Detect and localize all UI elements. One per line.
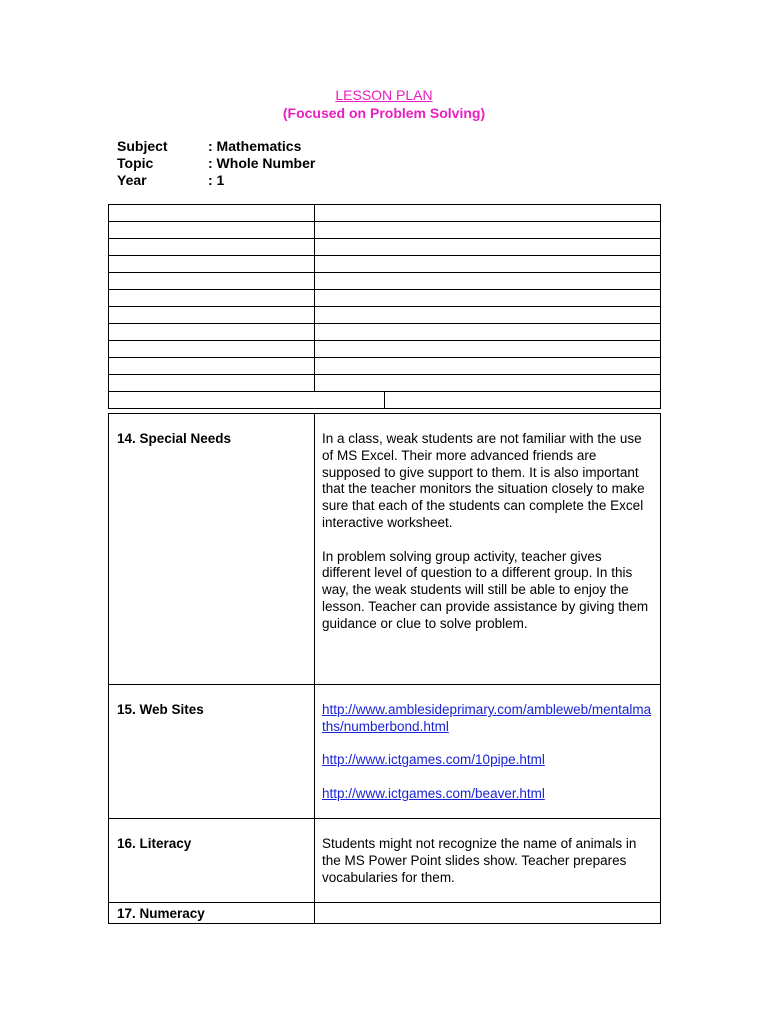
website-link[interactable]: http://www.ictgames.com/10pipe.html <box>322 752 545 768</box>
table-row <box>109 290 661 307</box>
meta-row-year <box>117 172 315 189</box>
special-needs-label: 14. Special Needs <box>109 414 315 685</box>
meta-row-subject <box>117 138 315 155</box>
literacy-content: Students might not recognize the name of animals in the MS Power Point slides show. Teacher prepares vocabularies for them. <box>315 819 661 903</box>
table-row <box>109 358 661 375</box>
table-row <box>109 205 661 222</box>
lesson-plan-subtitle: (Focused on Problem Solving) <box>282 105 486 121</box>
table-row <box>109 273 661 290</box>
literacy-row <box>109 819 661 903</box>
meta-value: : Whole Number <box>208 155 316 171</box>
table-row <box>109 307 661 324</box>
special-needs-content <box>315 414 661 685</box>
meta-key: Year <box>117 172 147 188</box>
lesson-details-table <box>108 413 661 924</box>
website-link[interactable]: http://www.ictgames.com/beaver.html <box>322 785 545 801</box>
table-row <box>109 239 661 256</box>
special-needs-row <box>109 414 661 685</box>
empty-grid-table <box>108 204 661 409</box>
special-needs-paragraph: In problem solving group activity, teacher gives different level of question to a different group. In this way, the weak students will still be able to enjoy the lesson. Teacher can provide assistance by giving them guidance or clue to solve problem. <box>322 548 649 631</box>
web-sites-label: 15. Web Sites <box>109 685 315 819</box>
table-row <box>109 375 661 392</box>
web-sites-content <box>315 685 661 819</box>
literacy-label: 16. Literacy <box>109 819 315 903</box>
table-row <box>109 341 661 358</box>
meta-value: : Mathematics <box>208 138 302 154</box>
meta-row-topic <box>117 155 315 172</box>
numeracy-content <box>315 903 661 924</box>
meta-value: : 1 <box>208 172 225 188</box>
table-row <box>109 324 661 341</box>
lesson-meta <box>117 138 315 189</box>
numeracy-label: 17. Numeracy <box>109 903 315 924</box>
table-row <box>109 392 661 409</box>
table-row <box>109 222 661 239</box>
meta-key: Topic <box>117 155 154 171</box>
website-link[interactable]: http://www.amblesideprimary.com/ambleweb/mentalmaths/numberbond.html <box>322 702 652 734</box>
special-needs-paragraph: In a class, weak students are not familiar with the use of MS Excel. Their more advanced friends are supposed to give support to them. It is also important that the teacher monitors the situation closely to make sure that each of the students can complete the Excel interactive worksheet. <box>322 431 645 530</box>
table-row <box>109 256 661 273</box>
numeracy-row <box>109 903 661 924</box>
lesson-plan-title: LESSON PLAN <box>335 87 433 103</box>
meta-key: Subject <box>117 138 168 154</box>
web-sites-row <box>109 685 661 819</box>
